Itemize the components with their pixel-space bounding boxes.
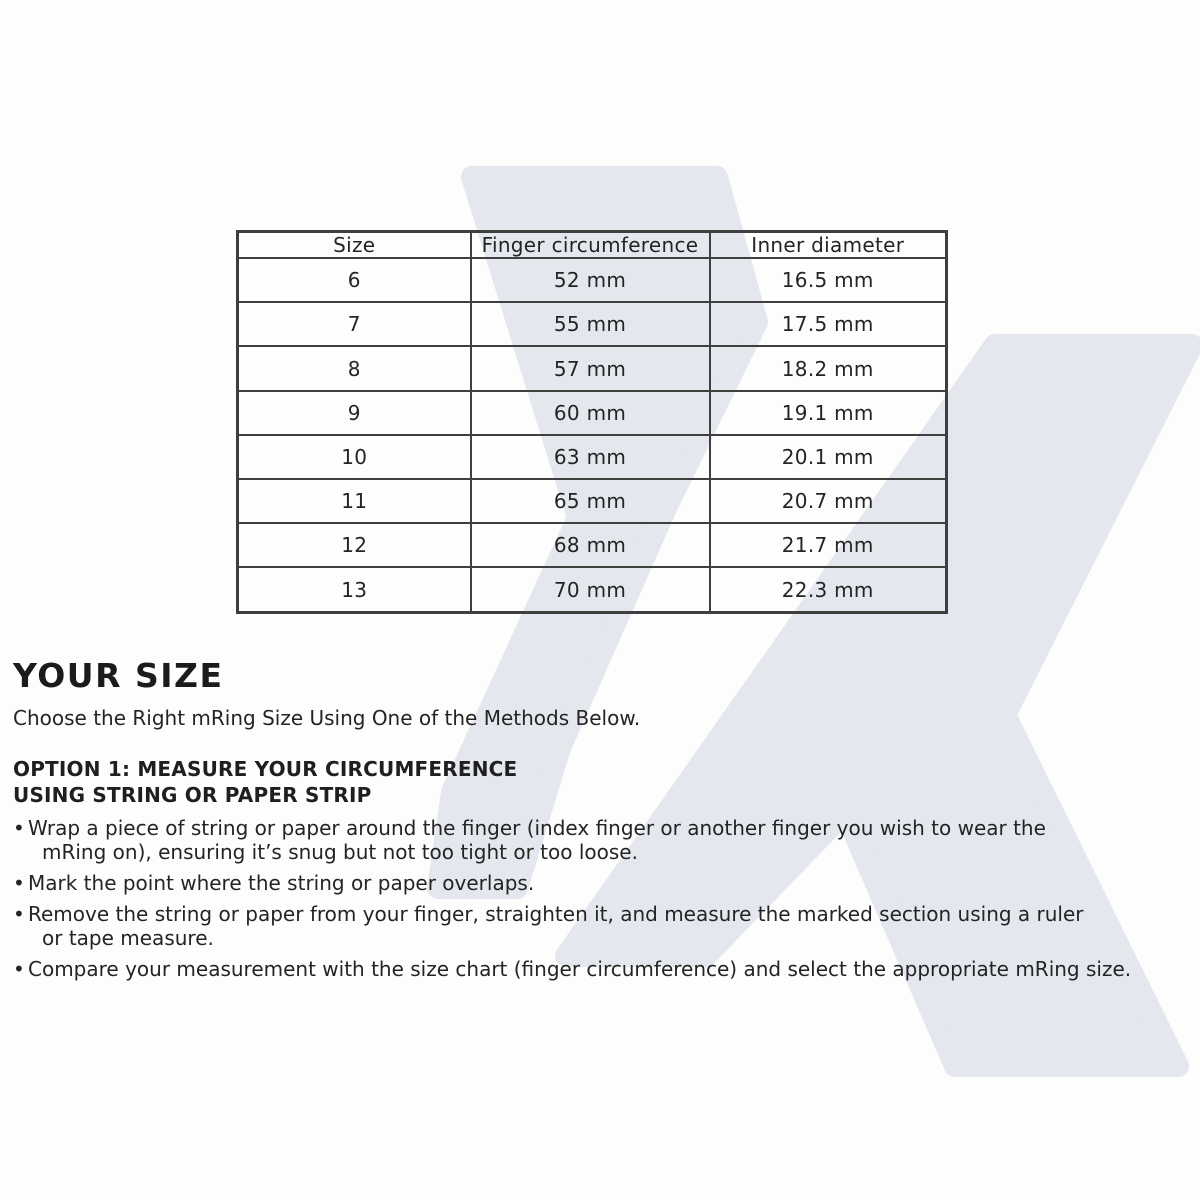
instruction-bullet-line	[13, 957, 1183, 981]
table-cell: 22.3 mm	[710, 567, 947, 612]
instruction-text: Mark the point where the string or paper overlaps.	[28, 871, 535, 895]
bullet-icon: •	[13, 957, 25, 981]
your-size-heading: YOUR SIZE	[13, 656, 224, 695]
option1-heading	[13, 756, 517, 808]
option1-heading-line2: USING STRING OR PAPER STRIP	[13, 783, 372, 807]
option1-heading-line1: OPTION 1: MEASURE YOUR CIRCUMFERENCE	[13, 757, 518, 781]
table-cell: 60 mm	[471, 391, 710, 435]
instruction-bullet-line	[13, 871, 1183, 895]
instruction-text: Compare your measurement with the size chart (finger circumference) and select the appropriate mRing size.	[28, 957, 1132, 981]
instruction-text: mRing on), ensuring it’s snug but not too tight or too loose.	[42, 840, 638, 864]
bullet-icon: •	[13, 902, 25, 926]
table-cell: 10	[238, 435, 471, 479]
table-cell: 20.1 mm	[710, 435, 947, 479]
size-chart-header-row	[238, 232, 947, 259]
header-cell: Size	[238, 232, 471, 259]
table-cell: 63 mm	[471, 435, 710, 479]
table-cell: 70 mm	[471, 567, 710, 612]
instruction-bullet-line	[13, 902, 1183, 926]
table-cell: 57 mm	[471, 346, 710, 390]
table-cell: 19.1 mm	[710, 391, 947, 435]
size-chart-header	[238, 232, 947, 259]
table-row	[238, 479, 947, 523]
table-cell: 55 mm	[471, 302, 710, 346]
table-row	[238, 435, 947, 479]
table-cell: 20.7 mm	[710, 479, 947, 523]
your-size-subtitle: Choose the Right mRing Size Using One of the Methods Below.	[13, 706, 641, 730]
table-cell: 16.5 mm	[710, 258, 947, 302]
header-cell: Inner diameter	[710, 232, 947, 259]
bullet-icon: •	[13, 816, 25, 840]
instruction-text: Remove the string or paper from your finger, straighten it, and measure the marked section using a ruler	[28, 902, 1084, 926]
table-row	[238, 567, 947, 612]
table-cell: 52 mm	[471, 258, 710, 302]
table-cell: 68 mm	[471, 523, 710, 567]
header-cell: Finger circumference	[471, 232, 710, 259]
instruction-text: Wrap a piece of string or paper around the finger (index finger or another finger you wish to wear the	[28, 816, 1046, 840]
table-cell: 17.5 mm	[710, 302, 947, 346]
table-cell: 11	[238, 479, 471, 523]
table-row	[238, 346, 947, 390]
table-cell: 21.7 mm	[710, 523, 947, 567]
instruction-bullet-line	[13, 816, 1183, 840]
size-chart-body	[238, 258, 947, 613]
table-cell: 13	[238, 567, 471, 612]
table-row	[238, 302, 947, 346]
table-row	[238, 523, 947, 567]
instruction-line-continued	[13, 840, 1183, 864]
table-cell: 7	[238, 302, 471, 346]
table-row	[238, 258, 947, 302]
instruction-line-continued	[13, 926, 1183, 950]
table-cell: 12	[238, 523, 471, 567]
table-row	[238, 391, 947, 435]
instruction-list	[13, 816, 1183, 981]
size-chart-table	[236, 230, 948, 614]
table-cell: 9	[238, 391, 471, 435]
instruction-text: or tape measure.	[42, 926, 214, 950]
table-cell: 18.2 mm	[710, 346, 947, 390]
table-cell: 8	[238, 346, 471, 390]
bullet-icon: •	[13, 871, 25, 895]
table-cell: 6	[238, 258, 471, 302]
table-cell: 65 mm	[471, 479, 710, 523]
